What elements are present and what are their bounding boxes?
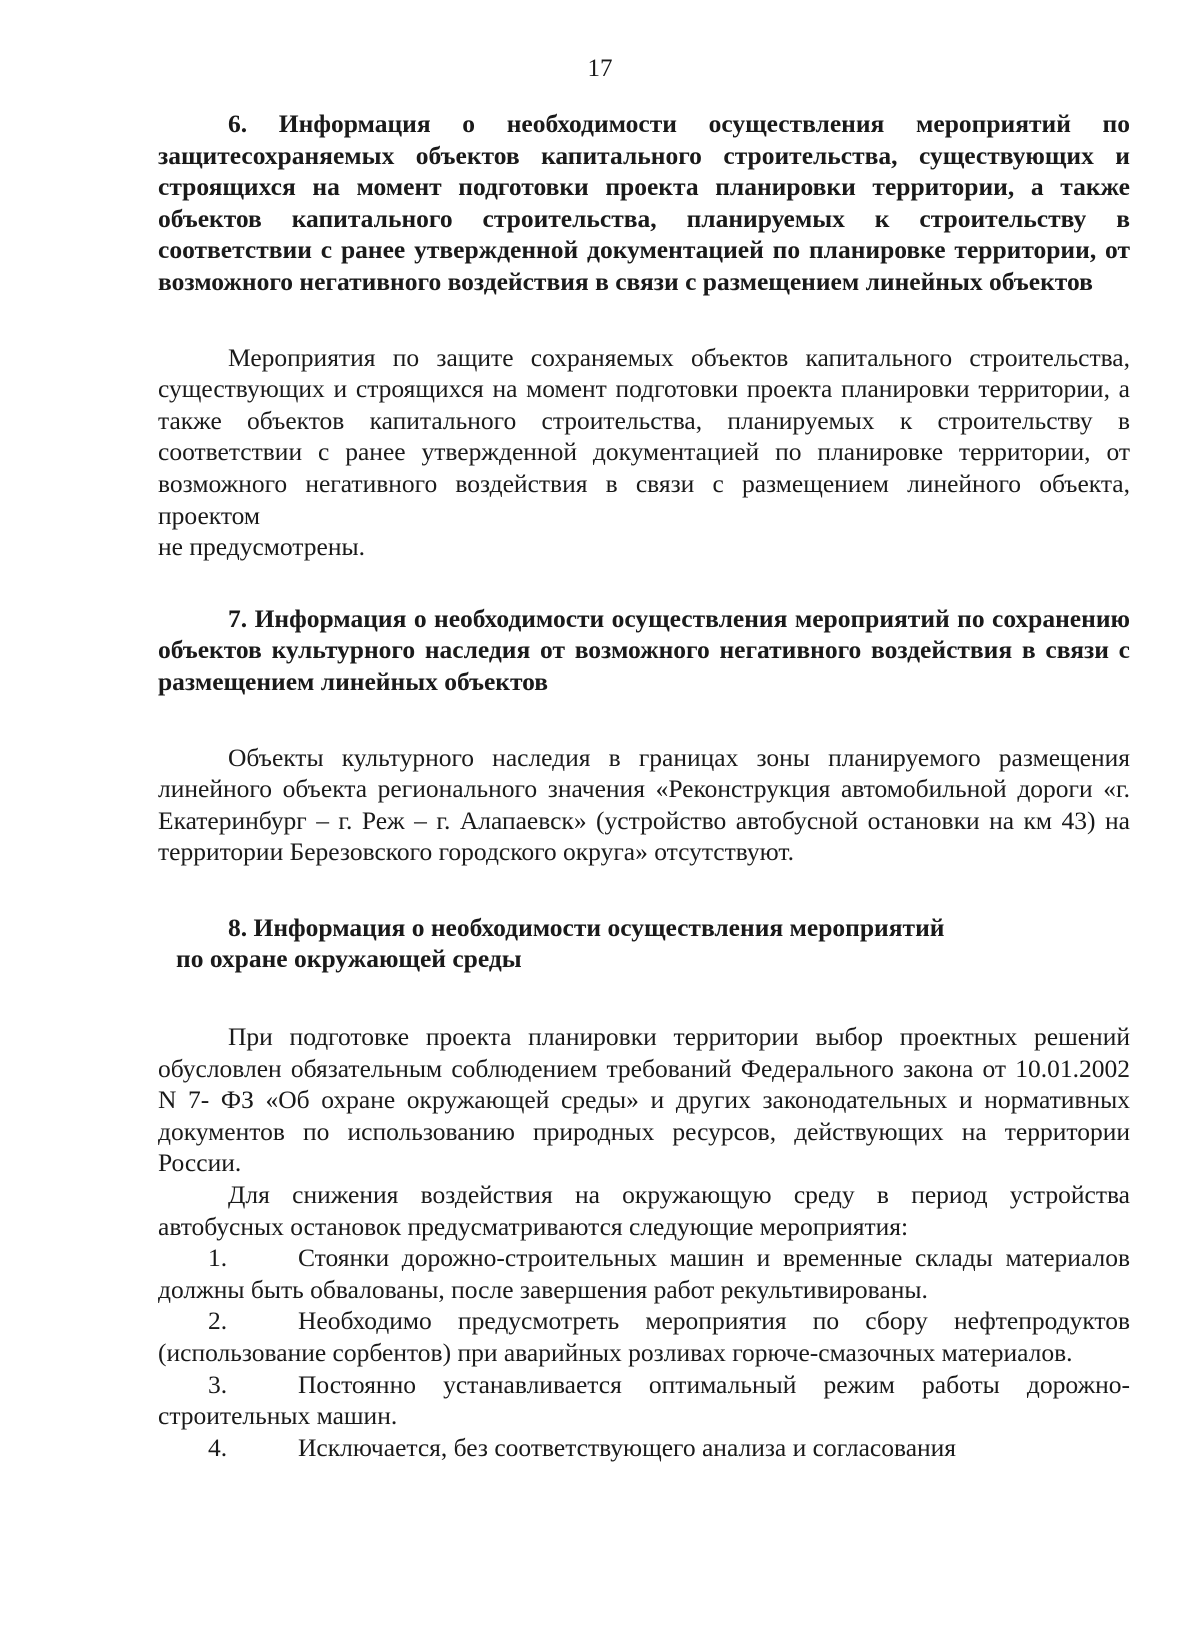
list-item (158, 1242, 1130, 1305)
section-8-title-line2: по охране окружающей среды (176, 944, 522, 974)
list-item-text: Необходимо предусмотреть мероприятия по сбору нефтепродуктов (использование сорбентов) при аварийных розливах горюче-смазочных материалов. (158, 1306, 1130, 1367)
list-item-number: 3. (208, 1369, 228, 1399)
list-item-text: Стоянки дорожно-строительных машин и временные склады материалов должны быть обвалованы, после завершения работ рекультивированы. (158, 1243, 1130, 1304)
measures-list (158, 1242, 1130, 1463)
section-6-title: Информация о необходимости осуществления мероприятий по защитесохраняемых объектов капитального строительства, существующих и строящихся на момент подготовки проекта планировки территории, а также объектов капитального строительства, планируемых к строительству в соответствии с ранее утвержденной документацией по планировке территории, от возможного негативного воздействия в связи с размещением линейных объектов (158, 109, 1130, 296)
list-item-text: Постоянно устанавливается оптимальный режим работы дорожно-строительных машин. (158, 1369, 1130, 1431)
section-7-heading (158, 603, 1130, 698)
list-item-number: 4. (208, 1432, 228, 1462)
section-8-paragraph-2: Для снижения воздействия на окружающую среду в период устройства автобусных остановок предусматриваются следующие мероприятия: (158, 1180, 1130, 1241)
section-7-number: 7. (228, 603, 248, 633)
list-item-number: 1. (208, 1243, 228, 1273)
section-7-title: Информация о необходимости осуществления мероприятий по сохранению объектов культурного наследия от возможного негативного воздействия в связи с размещением линейных объектов (158, 603, 1130, 696)
section-7-paragraph: Объекты культурного наследия в границах зоны планируемого размещения линейного объекта регионального значения «Реконструкция автомобильной дороги «г. Екатеринбург – г. Реж – г. Алапаевск» (устройство автобусной остановки на км 43) на территории Березовского городского округа» отсутствуют. (158, 742, 1130, 867)
list-item-text: Исключается, без соответствующего анализа и согласования (298, 1432, 957, 1462)
section-6-number: 6. (228, 109, 248, 138)
list-item-number: 2. (208, 1306, 228, 1336)
list-item (158, 1369, 1130, 1432)
section-8-paragraph-1: При подготовке проекта планировки территории выбор проектных решений обусловлен обязательным соблюдением требований Федерального закона от 10.01.2002 N 7- ФЗ «Об охране окружающей среды» и других законодательных и нормативных документов по использованию природных ресурсов, действующих на территории России. (158, 1022, 1130, 1178)
document-body (158, 108, 1130, 1463)
section-6-paragraph: Мероприятия по защите сохраняемых объектов капитального строительства, существующих и строящихся на момент подготовки проекта планировки территории, а также объектов капитального строительства, планируемых к строительству в соответствии с ранее утвержденной документацией по планировке территории, от возможного негативного воздействия в связи с размещением линейного объекта, проектом (158, 342, 1130, 530)
section-8-title-line1: Информация о необходимости осуществления мероприятий (253, 912, 945, 942)
section-6-paragraph-end: не предусмотрены. (158, 532, 365, 562)
section-8-number: 8. (228, 912, 248, 942)
section-6-heading (158, 108, 1130, 298)
page-number: 17 (587, 55, 613, 82)
list-item (158, 1305, 1130, 1368)
section-8-heading (158, 912, 1130, 944)
list-item (158, 1432, 1130, 1464)
